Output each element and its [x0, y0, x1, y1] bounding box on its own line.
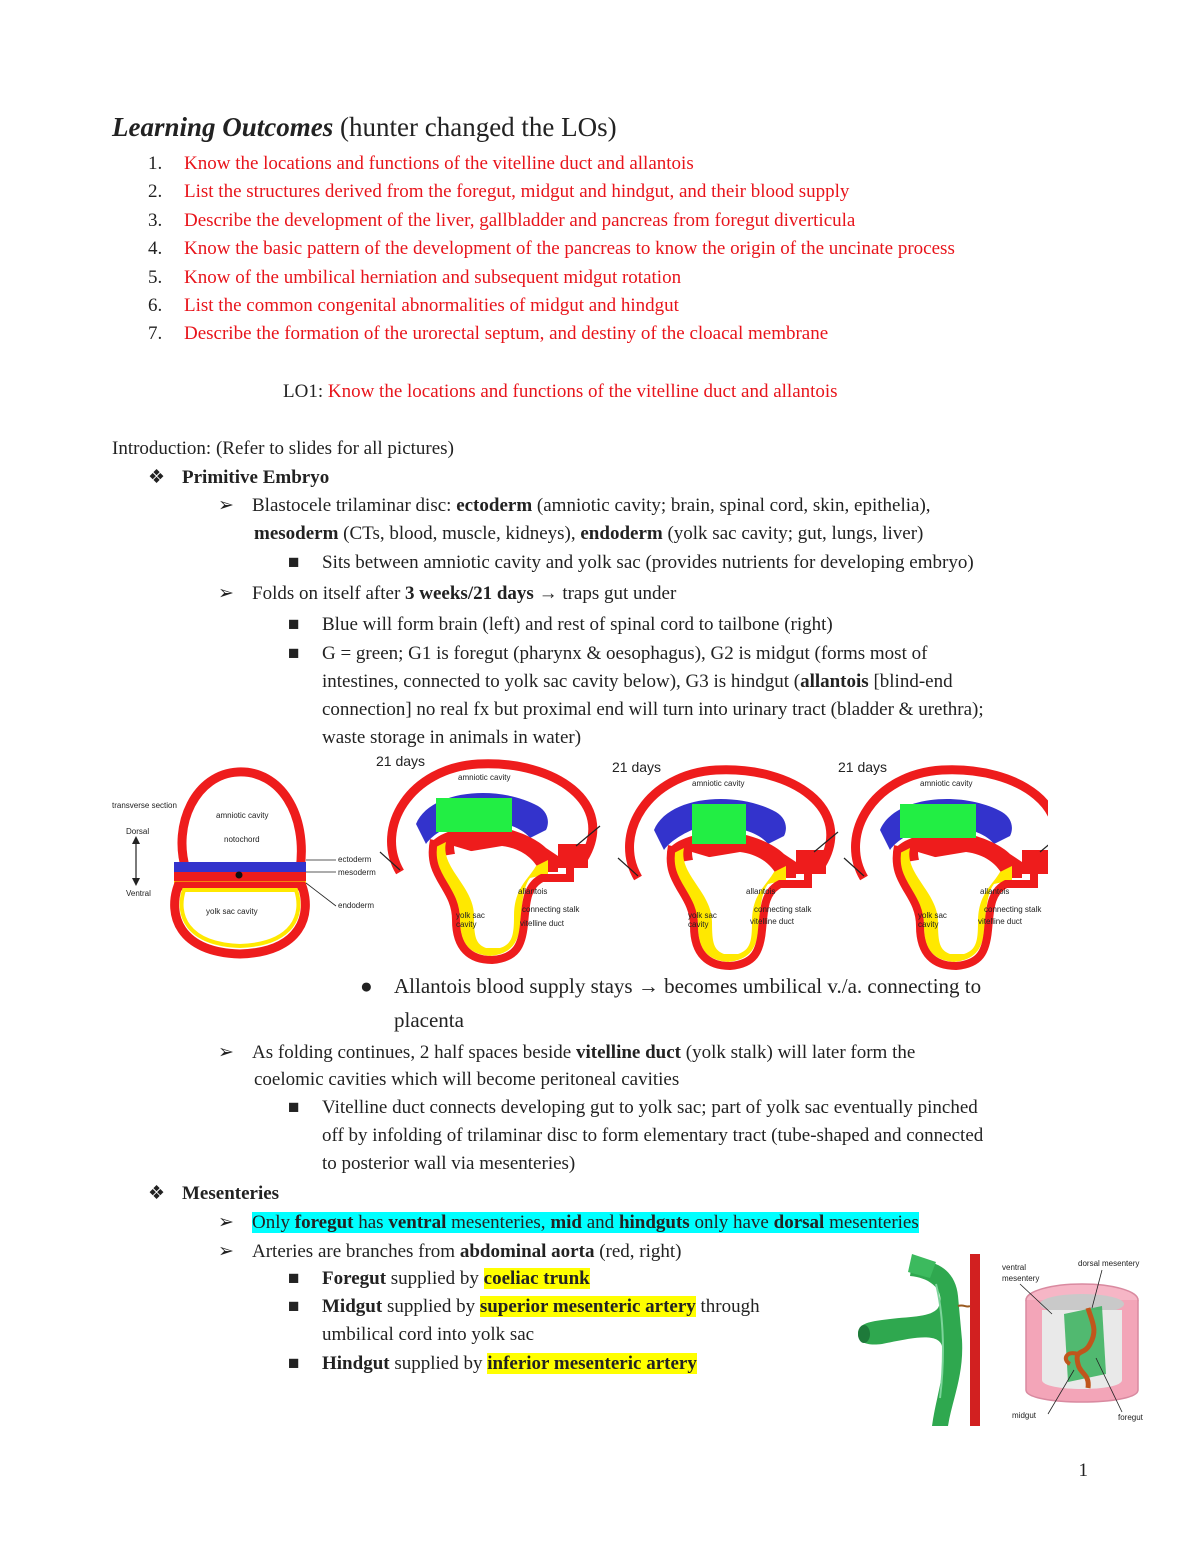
svg-text:yolk sac: yolk sac — [688, 911, 717, 920]
paragraph: ➢ As folding continues, 2 half spaces beside vitelline duct (yolk stalk) will later form the — [218, 1042, 916, 1063]
sub-bullet: ■ Midgut supplied by superior mesenteric artery through — [288, 1296, 760, 1317]
diamond-bullet-icon: ❖ — [148, 1183, 166, 1204]
page-title: Learning Outcomes (hunter changed the LOs) — [112, 112, 617, 142]
svg-text:midgut: midgut — [1012, 1411, 1037, 1420]
svg-text:21 days: 21 days — [612, 759, 662, 775]
learning-outcomes-list — [148, 153, 955, 352]
embryo-folding-diagram — [108, 748, 1048, 970]
list-item: 7. Describe the formation of the urorectal septum, and destiny of the cloacal membrane — [148, 323, 829, 345]
svg-text:21 days: 21 days — [838, 759, 888, 775]
svg-text:allantois: allantois — [518, 887, 548, 896]
svg-text:Dorsal: Dorsal — [126, 827, 150, 836]
list-item: 4. Know the basic pattern of the development of the pancreas to know the origin of the uncinate process — [148, 238, 955, 260]
svg-text:connecting stalk: connecting stalk — [984, 905, 1042, 914]
circle-bullet-continued: placenta — [394, 1008, 464, 1032]
sub-bullet-continued: intestines, connected to yolk sac cavity below), G3 is hindgut (allantois [blind-end — [322, 671, 953, 692]
sub-bullet-continued: connection] no real fx but proximal end will turn into urinary tract (bladder & urethra); — [322, 699, 984, 720]
svg-text:amniotic cavity: amniotic cavity — [216, 811, 269, 820]
sub-bullet: ■ Foregut supplied by coeliac trunk — [288, 1268, 590, 1289]
highlighted-text: Only foregut has ventral mesenteries, mid and hindguts only have dorsal mesenteries — [252, 1212, 919, 1233]
svg-text:foregut: foregut — [1118, 1413, 1143, 1422]
svg-text:mesentery: mesentery — [1002, 1274, 1040, 1283]
gut-tube-figure — [858, 1254, 980, 1426]
list-item: 6. List the common congenital abnormalities of midgut and hindgut — [148, 294, 679, 316]
svg-text:allantois: allantois — [980, 887, 1010, 896]
paragraph-continued: mesoderm (CTs, blood, muscle, kidneys), endoderm (yolk sac cavity; gut, lungs, liver) — [254, 523, 924, 544]
square-bullet-icon: ■ — [288, 1353, 300, 1374]
svg-text:cavity: cavity — [688, 920, 709, 929]
square-bullet-icon: ■ — [288, 643, 300, 664]
sub-bullet: ■ G = green; G1 is foregut (pharynx & oesophagus), G2 is midgut (forms most of — [288, 643, 928, 664]
svg-text:vitelline duct: vitelline duct — [520, 919, 565, 928]
arrow-bullet-icon: ➢ — [218, 1241, 234, 1262]
paragraph — [218, 1211, 919, 1234]
square-bullet-icon: ■ — [288, 552, 300, 573]
intro-text: Introduction: (Refer to slides for all pictures) — [112, 438, 454, 459]
svg-text:ectoderm: ectoderm — [338, 855, 372, 864]
svg-text:transverse section: transverse section — [112, 801, 177, 810]
sub-bullet: ■ Blue will form brain (left) and rest of spinal cord to tailbone (right) — [288, 614, 833, 635]
list-item: 3. Describe the development of the liver, gallbladder and pancreas from foregut diverticula — [148, 209, 856, 231]
sub-bullet: ■ Sits between amniotic cavity and yolk sac (provides nutrients for developing embryo) — [288, 552, 974, 573]
svg-text:ventral: ventral — [1002, 1263, 1027, 1272]
circle-bullet: ● Allantois blood supply stays → becomes umbilical v./a. connecting to — [360, 974, 982, 998]
svg-text:amniotic cavity: amniotic cavity — [692, 779, 745, 788]
paragraph: ➢ Folds on itself after 3 weeks/21 days → traps gut under — [218, 583, 677, 604]
svg-text:yolk sac: yolk sac — [918, 911, 947, 920]
svg-text:Ventral: Ventral — [126, 889, 151, 898]
svg-text:connecting stalk: connecting stalk — [522, 905, 580, 914]
sub-bullet-continued: to posterior wall via mesenteries) — [322, 1153, 576, 1174]
svg-text:vitelline duct: vitelline duct — [978, 917, 1023, 926]
paragraph-continued: coelomic cavities which will become peritoneal cavities — [254, 1069, 680, 1090]
sub-bullet-continued: off by infolding of trilaminar disc to form elementary tract (tube-shaped and connected — [322, 1125, 984, 1146]
svg-text:yolk sac cavity: yolk sac cavity — [206, 907, 258, 916]
square-bullet-icon: ■ — [288, 1296, 300, 1317]
sub-bullet: ■ Hindgut supplied by inferior mesenteric artery — [288, 1353, 697, 1374]
cylinder-mesentery-figure — [1002, 1259, 1144, 1422]
page-number: 1 — [1078, 1460, 1088, 1481]
paragraph: ➢ Arteries are branches from abdominal aorta (red, right) — [218, 1241, 682, 1262]
diamond-bullet-icon: ❖ — [148, 467, 166, 488]
list-item: 2. List the structures derived from the foregut, midgut and hindgut, and their blood supply — [148, 181, 850, 203]
square-bullet-icon: ■ — [288, 614, 300, 635]
square-bullet-icon: ■ — [288, 1097, 300, 1118]
svg-text:dorsal mesentery: dorsal mesentery — [1078, 1259, 1140, 1268]
sub-bullet-continued: umbilical cord into yolk sac — [322, 1324, 535, 1345]
list-item: 5. Know of the umbilical herniation and subsequent midgut rotation — [148, 266, 682, 288]
svg-text:connecting stalk: connecting stalk — [754, 905, 812, 914]
svg-text:endoderm: endoderm — [338, 901, 375, 910]
arrow-bullet-icon: ➢ — [218, 495, 234, 516]
svg-text:notochord: notochord — [224, 835, 260, 844]
arrow-bullet-icon: ➢ — [218, 583, 234, 604]
svg-text:yolk sac: yolk sac — [456, 911, 485, 920]
arrow-bullet-icon: ➢ — [218, 1042, 234, 1063]
svg-text:vitelline duct: vitelline duct — [750, 917, 795, 926]
svg-text:allantois: allantois — [746, 887, 776, 896]
section-heading: ❖ Mesenteries — [148, 1183, 280, 1204]
svg-text:mesoderm: mesoderm — [338, 868, 376, 877]
mesentery-diagram — [852, 1248, 1162, 1430]
svg-text:21 days: 21 days — [376, 753, 426, 769]
section-heading: ❖ Primitive Embryo — [148, 467, 330, 488]
circle-bullet-icon: ● — [360, 974, 373, 998]
square-bullet-icon: ■ — [288, 1268, 300, 1289]
list-item: 1. Know the locations and functions of the vitelline duct and allantois — [148, 153, 694, 174]
svg-text:cavity: cavity — [918, 920, 939, 929]
lo1-heading: LO1: Know the locations and functions of the vitelline duct and allantois — [283, 381, 838, 402]
svg-text:amniotic cavity: amniotic cavity — [920, 779, 973, 788]
arrow-bullet-icon: ➢ — [218, 1212, 234, 1233]
paragraph: ➢ Blastocele trilaminar disc: ectoderm (amniotic cavity; brain, spinal cord, skin, epithelia), — [218, 495, 931, 516]
svg-text:amniotic cavity: amniotic cavity — [458, 773, 511, 782]
svg-text:cavity: cavity — [456, 920, 477, 929]
sub-bullet: ■ Vitelline duct connects developing gut to yolk sac; part of yolk sac eventually pinched — [288, 1097, 978, 1118]
sub-bullet-continued: waste storage in animals in water) — [322, 727, 582, 748]
